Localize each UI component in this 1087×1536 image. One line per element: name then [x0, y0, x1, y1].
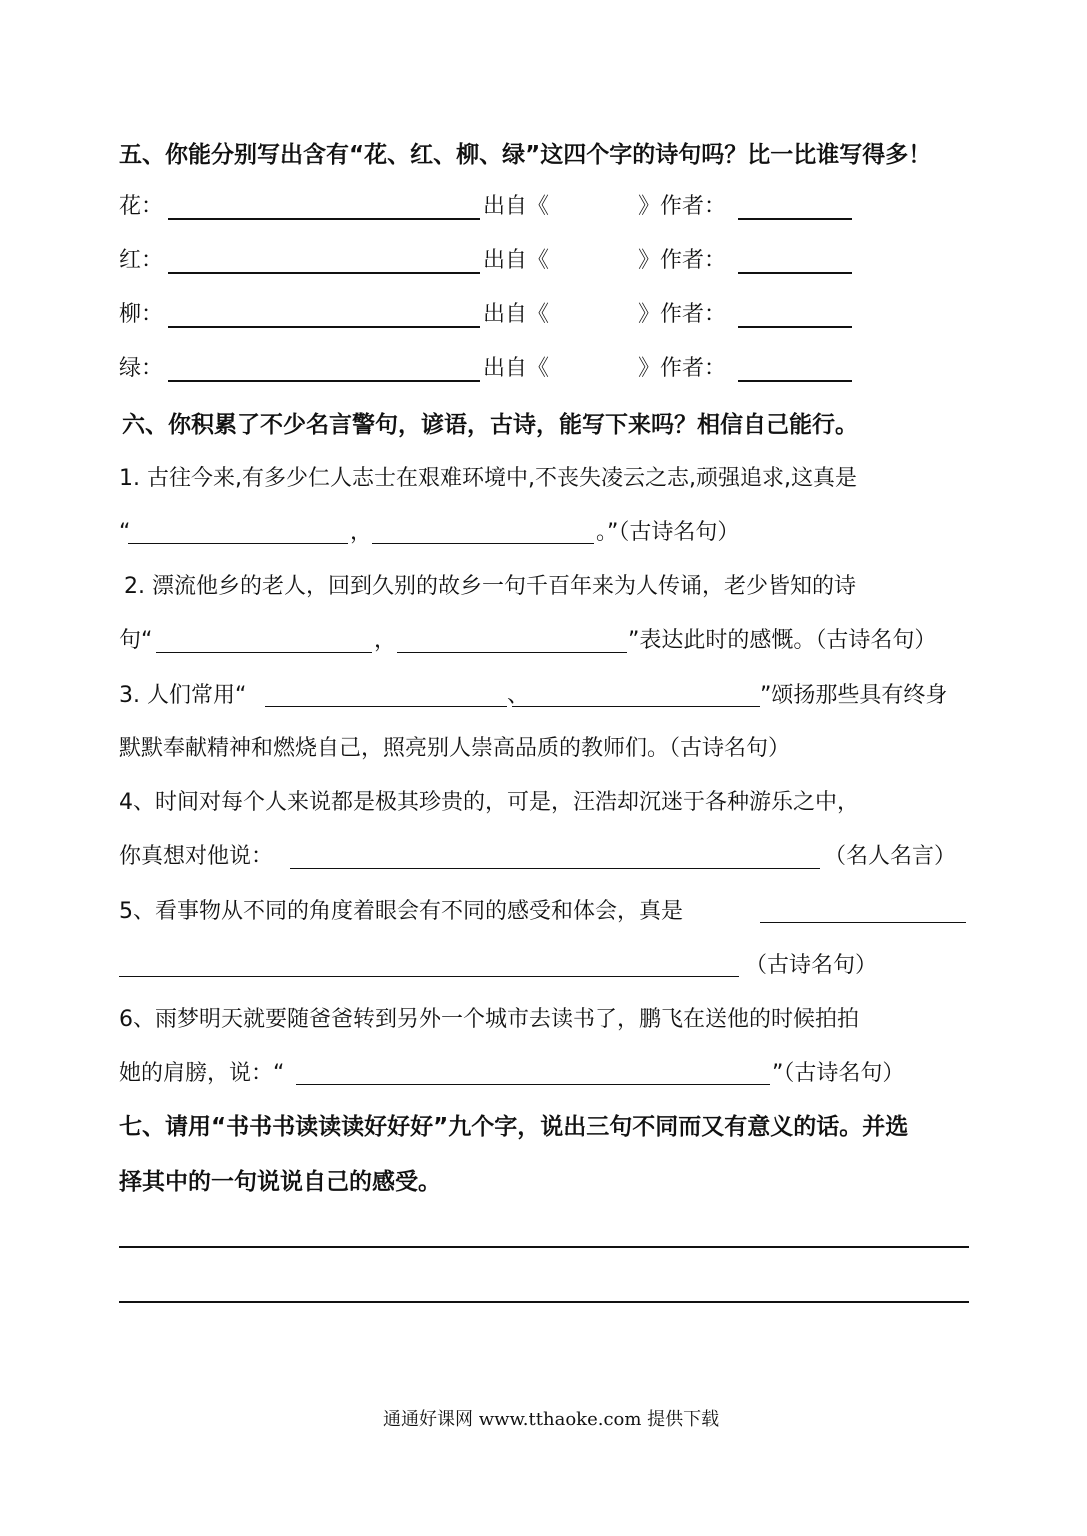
answer-line-1[interactable] [119, 1246, 969, 1248]
source-open-label: 出自《 [483, 302, 550, 327]
poem-line-blank[interactable] [168, 218, 480, 220]
q6-end: ”（古诗名句） [772, 1061, 905, 1086]
row-char-label: 柳： [119, 302, 164, 327]
source-close-label: 》作者： [638, 302, 727, 327]
q1-blank-2[interactable] [372, 543, 594, 544]
q1-comma: ， [350, 520, 373, 545]
q6-text: 6、雨梦明天就要随爸爸转到另外一个城市去读书了，鹏飞在送他的时候拍拍 [119, 1007, 859, 1032]
row-char-label: 绿： [119, 356, 164, 381]
q3-start: 3. 人们常用“ [119, 683, 247, 708]
q1-open-quote: “ [119, 520, 131, 545]
source-open-label: 出自《 [483, 248, 550, 273]
q4-blank[interactable] [290, 868, 820, 869]
q1-end: 。”（古诗名句） [596, 520, 740, 545]
poem-line-blank[interactable] [168, 272, 480, 274]
q2-text: 2. 漂流他乡的老人，回到久别的故乡一句千百年来为人传诵，老少皆知的诗 [124, 574, 856, 599]
q2-comma: ， [374, 628, 397, 653]
page-footer: 通通好课网 www.tthaoke.com 提供下载 [383, 1409, 720, 1430]
q6-blank[interactable] [296, 1084, 770, 1085]
source-open-label: 出自《 [483, 356, 550, 381]
section5-heading: 五、你能分别写出含有“花、红、柳、绿”这四个字的诗句吗？比一比谁写得多！ [119, 142, 932, 168]
q4-text: 4、时间对每个人来说都是极其珍贵的，可是，汪浩却沉迷于各种游乐之中， [119, 790, 859, 815]
q3-blank-2[interactable] [512, 706, 760, 707]
q5-blank-2[interactable] [119, 976, 739, 977]
q6-start: 她的肩膀，说：“ [119, 1061, 285, 1086]
q5-blank-1[interactable] [760, 922, 966, 923]
q3-text-line2: 默默奉献精神和燃烧自己，照亮别人崇高品质的教师们。（古诗名句） [119, 736, 791, 761]
q2-blank-2[interactable] [397, 652, 627, 653]
poem-line-blank[interactable] [168, 326, 480, 328]
source-close-label: 》作者： [638, 194, 727, 219]
q4-start: 你真想对他说： [119, 844, 274, 869]
q3-separator: 、 [507, 683, 530, 708]
source-close-label: 》作者： [638, 356, 727, 381]
poem-line-blank[interactable] [168, 380, 480, 382]
source-open-label: 出自《 [483, 194, 550, 219]
q2-start: 句“ [119, 628, 153, 653]
row-char-label: 红： [119, 248, 164, 273]
author-blank[interactable] [738, 272, 852, 274]
q3-end: ”颂扬那些具有终身 [760, 683, 948, 708]
q2-blank-1[interactable] [156, 652, 372, 653]
q2-end: ”表达此时的感慨。（古诗名句） [628, 628, 937, 653]
q1-text: 1. 古往今来,有多少仁人志士在艰难环境中,不丧失凌云之志,顽强追求,这真是 [119, 466, 857, 491]
q3-blank-1[interactable] [265, 706, 507, 707]
author-blank[interactable] [738, 218, 852, 220]
q5-end: （古诗名句） [745, 953, 878, 978]
answer-line-2[interactable] [119, 1301, 969, 1303]
q4-end: （名人名言） [824, 844, 957, 869]
q1-blank-1[interactable] [128, 543, 348, 544]
section7-heading-line2: 择其中的一句说说自己的感受。 [119, 1169, 441, 1195]
author-blank[interactable] [738, 380, 852, 382]
section6-heading: 六、你积累了不少名言警句，谚语，古诗，能写下来吗？相信自己能行。 [122, 412, 858, 438]
section7-heading: 七、请用“书书书读读读好好好”九个字，说出三句不同而又有意义的话。并选 [119, 1114, 909, 1140]
author-blank[interactable] [738, 326, 852, 328]
row-char-label: 花： [119, 194, 164, 219]
source-close-label: 》作者： [638, 248, 727, 273]
q5-text: 5、看事物从不同的角度着眼会有不同的感受和体会，真是 [119, 899, 683, 924]
